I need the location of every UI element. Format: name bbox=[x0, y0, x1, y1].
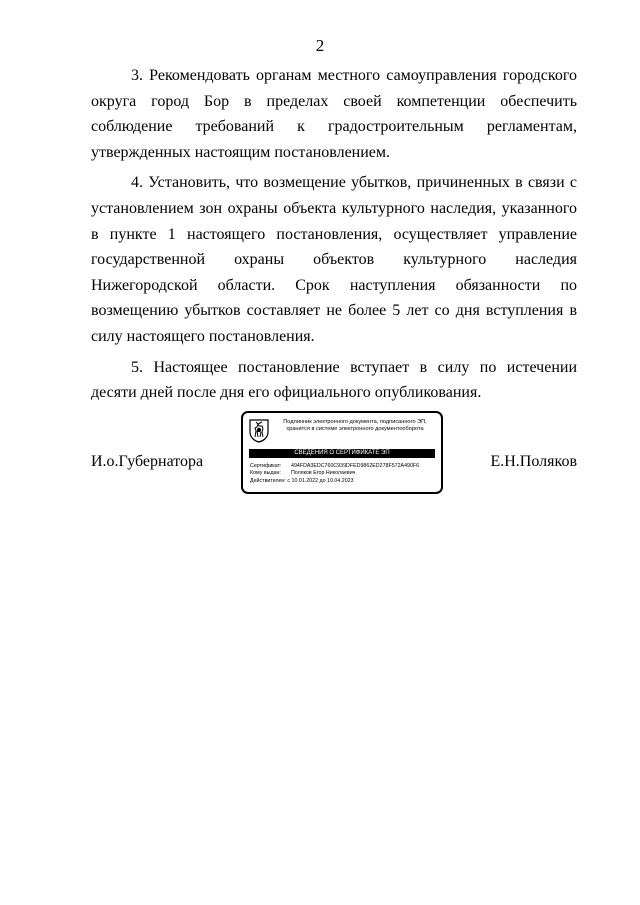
paragraph-4: 4. Установить, что возмещение убытков, причиненных в связи с установлением зон охраны объекта культурного наследия, указанного в пункте 1 настоящего постановления, осуществляет управление государственной охраны объектов культурного наследия Нижегородской области. Срок наступления обязанности по возмещению убытков составляет не более 5 лет со дня вступления в силу настоящего постановления. bbox=[91, 174, 577, 345]
issued-to-value: Поляков Егор Николаевич bbox=[291, 470, 356, 477]
validity-label: Действителен: bbox=[250, 477, 286, 484]
paragraph-5: 5. Настоящее постановление вступает в силу по истечении десяти дней после дня его официального опубликования. bbox=[91, 358, 577, 402]
document-body bbox=[91, 63, 577, 406]
signer-title: И.о.Губернатора bbox=[91, 453, 204, 470]
stamp-note bbox=[271, 419, 439, 433]
signer-name: Е.Н.Поляков bbox=[490, 453, 577, 470]
certificate-label: Сертификат: bbox=[250, 463, 282, 469]
stamp-details bbox=[250, 463, 438, 485]
stamp-note-line: Подлинник электронного документа, подписанного ЭП, bbox=[283, 419, 427, 425]
certificate-value: 494FDA3EDC760C939DFED9862ED278F572A490F6 bbox=[291, 463, 420, 469]
validity-value: с 10.01.2022 до 10.04.2023 bbox=[287, 477, 354, 484]
paragraph-3: 3. Рекомендовать органам местного самоуправления городского округа город Бор в пределах своей компетенции обеспечить соблюдение требований к градостроительным регламентам, утвержденных настоящим постановлением. bbox=[91, 67, 577, 161]
coat-of-arms-icon bbox=[249, 419, 269, 443]
stamp-note-line: хранится в системе электронного документооборота bbox=[286, 426, 424, 433]
electronic-signature-stamp bbox=[241, 411, 443, 494]
stamp-header: СВЕДЕНИЯ О СЕРТИФИКАТЕ ЭП bbox=[249, 449, 435, 458]
validity-row bbox=[250, 478, 438, 485]
page-number: 2 bbox=[315, 36, 325, 55]
certificate-row bbox=[250, 463, 438, 470]
issued-to-row bbox=[250, 470, 438, 477]
issued-to-label: Кому выдан: bbox=[250, 470, 281, 477]
